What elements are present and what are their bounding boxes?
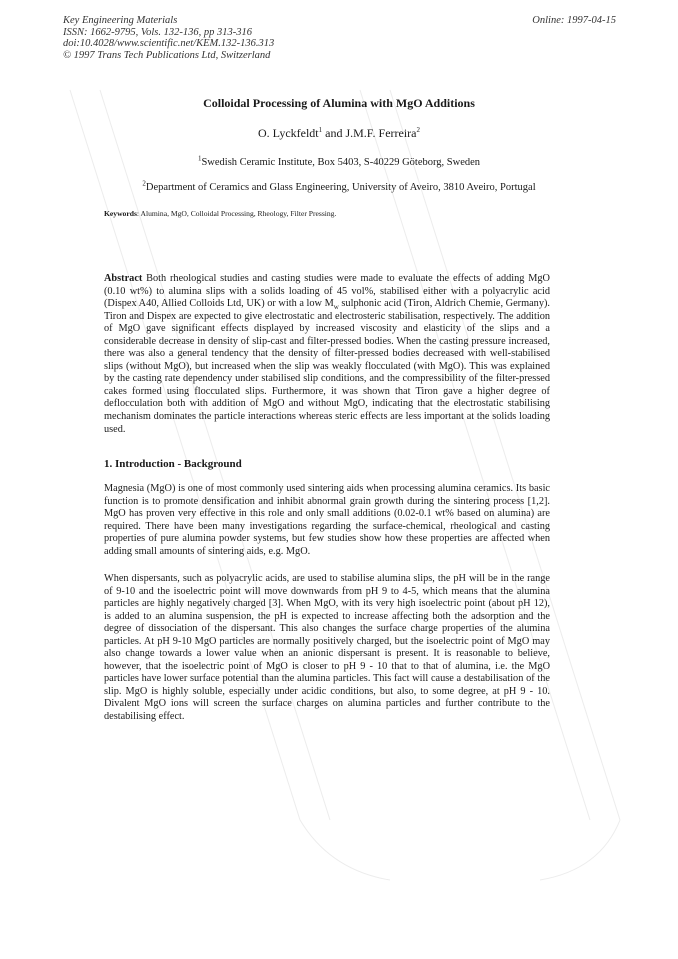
author-2: J.M.F. Ferreira — [345, 126, 417, 140]
affiliation-2 — [0, 179, 678, 193]
abstract-text-part-2: sulphonic acid (Tiron, Aldrich Chemie, Germany). Tiron and Dispex are expected to give electrostatic and electrosteric stabilisation, respectively. The addition of MgO gave significant effects displayed by increased viscosity and elasticity of the slips and a considerable decrease in density of slip-cast and filter-pressed bodies. When the casting pressure increased, there was also a general tendency that the density of filter-pressed bodies decreased with well-stabilised slips (without MgO), but increased when the slip was weakly flocculated (with MgO). This was explained by the casting rate dependency under stabilised slip conditions, and the compressibility of the filter-pressed cakes formed using flocculated slips. Furthermore, it was shown that Tiron gave a higher degree of deflocculation both with addition of MgO and without MgO, indicating that the electrostatic stabilising mechanism dominates the particle interactions whereas steric effects are less important at the solids loading used. — [104, 298, 550, 435]
online-date: Online: 1997-04-15 — [532, 15, 616, 26]
author-line — [0, 126, 678, 141]
affiliation-1-mark: 1 — [197, 154, 202, 163]
paper-title: Colloidal Processing of Alumina with MgO Additions — [203, 96, 475, 110]
abstract-subscript: w — [333, 303, 339, 312]
keywords-text: : Alumina, MgO, Colloidal Processing, Rheology, Filter Pressing. — [136, 209, 337, 218]
affiliation-2-text: Department of Ceramics and Glass Engineering, University of Aveiro, 3810 Aveiro, Portugal — [145, 182, 536, 193]
author-conjunction: and — [322, 126, 346, 140]
author-2-affiliation-mark: 2 — [416, 126, 420, 134]
affiliation-1 — [0, 154, 678, 168]
intro-paragraph-1: Magnesia (MgO) is one of most commonly used sintering aids when processing alumina ceramics. Its basic function is to promote densification and inhibit abnormal grain growth during the sintering process [1,2]. MgO has proven very effective in this role and only small additions (0.02-0.1 wt% based on alumina) are required. There have been many investigations regarding the surface-chemical, rheological and casting properties of pure alumina powder systems, but few studies show how these properties are affected when adding small amounts of sintering aids, e.g. MgO. — [104, 483, 550, 557]
intro-paragraph-2: When dispersants, such as polyacrylic acids, are used to stabilise alumina slips, the pH will be in the range of 9-10 and the isoelectric point will move downwards from pH 9 to 4-5, which means that the alumina particles are highly negatively charged [3]. When MgO, with its very high isoelectric point (about pH 12), is added to an alumina suspension, the pH is expected to increase affecting both the adsorption and the degree of dissociation of the dispersant. This also changes the surface charge properties of the alumina particles. At pH 9-10 MgO particles are normally positively charged, but the isoelectric point of MgO may also change towards a lower value when an anionic dispersant is present. It is reasonable to believe, however, that the isoelectric point of MgO is closer to pH 9 - 10 that to that of alumina, i.e. the MgO particles have lower surface potential than the alumina particles. This fact will cause a destabilisation of the slip. MgO is highly soluble, especially under acidic conditions, but also, to some degree, at pH 9 - 10. Divalent MgO ions will screen the surface charges on alumina particles and further contribute to the destabilising effect. — [104, 573, 550, 723]
keywords — [104, 209, 336, 218]
journal-name: Key Engineering Materials — [63, 15, 178, 26]
journal-header — [63, 15, 274, 61]
copyright-line: © 1997 Trans Tech Publications Ltd, Switzerland — [63, 49, 271, 61]
abstract-paragraph — [104, 273, 550, 436]
affiliation-1-text: Swedish Ceramic Institute, Box 5403, S-40229 Göteborg, Sweden — [201, 157, 481, 168]
abstract-label: Abstract — [104, 273, 143, 284]
affiliation-2-mark: 2 — [142, 179, 146, 188]
author-1: O. Lyckfeldt — [257, 126, 319, 140]
author-1-affiliation-mark: 1 — [318, 126, 323, 134]
doi-line: doi:10.4028/www.scientific.net/KEM.132-136.313 — [63, 38, 275, 49]
section-heading: 1. Introduction - Background — [104, 458, 242, 470]
issn-line: ISSN: 1662-9795, Vols. 132-136, pp 313-316 — [63, 26, 252, 38]
keywords-label: Keywords — [104, 209, 137, 218]
abstract-text-part-1: Both rheological studies and casting studies were made to evaluate the effects of adding MgO (0.10 wt%) to alumina slips with a solids loading of 45 vol%, stabilised either with a polyacrylic acid (Dispex A40, Allied Colloids Ltd, UK) or with a low M — [104, 273, 550, 310]
